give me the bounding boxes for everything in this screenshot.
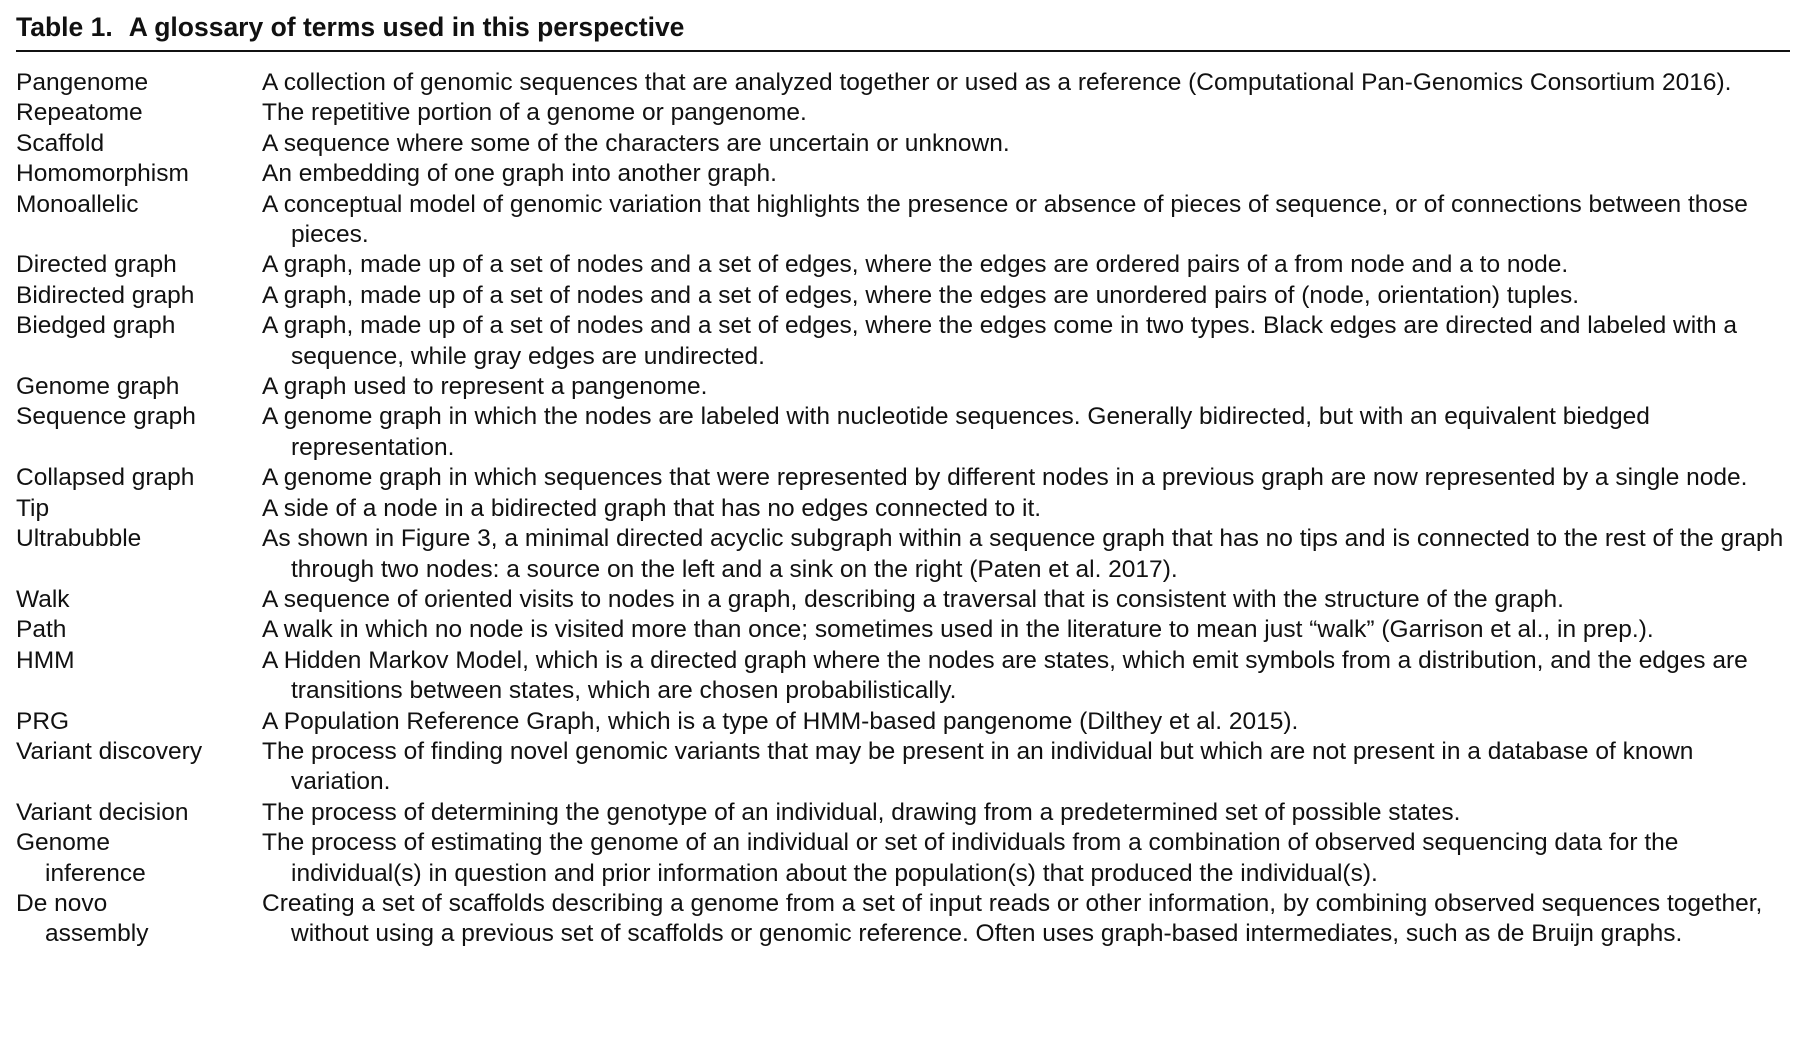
term-text: Genome [16,829,110,857]
table-row [16,129,1790,159]
term-text: Homomorphism [16,160,189,188]
table-title: A glossary of terms used in this perspective [128,12,685,42]
table-row [16,159,1790,189]
term-text: Variant decision [16,798,189,826]
table-row [16,646,1790,707]
glossary-term [16,737,262,767]
glossary-term [16,828,262,889]
glossary-term [16,494,262,524]
table-row [16,707,1790,737]
table-row [16,311,1790,372]
table-row [16,828,1790,889]
glossary-definition: A sequence where some of the characters are uncertain or unknown. [262,129,1010,157]
glossary-definition: A collection of genomic sequences that are analyzed together or used as a reference (Computational Pan-Genomics Consortium 2016). [262,69,1732,96]
glossary-term [16,615,262,645]
glossary-definition: A graph, made up of a set of nodes and a set of edges, where the edges are ordered pairs of a from node and a to node. [262,251,1569,279]
glossary-term [16,798,262,828]
term-text: Scaffold [16,129,105,157]
term-continuation: inference [45,859,146,887]
table-row [16,98,1790,128]
glossary-definition: A graph, made up of a set of nodes and a set of edges, where the edges come in two types. Black edges are directed and labeled with a sequence, while gray edges are undirected. [262,312,1738,370]
glossary-term [16,311,262,341]
glossary-term [16,646,262,676]
glossary-definition: A conceptual model of genomic variation that highlights the presence or absence of pieces of sequence, or of connections between those pieces. [262,190,1748,249]
term-text: De novo [16,889,108,917]
glossary-definition: A graph used to represent a pangenome. [262,373,708,401]
glossary-definition: A genome graph in which the nodes are labeled with nucleotide sequences. Generally bidirected, but with an equivalent biedged representation. [262,403,1650,461]
table-row [16,68,1790,98]
glossary-term [16,707,262,737]
term-text: Collapsed graph [16,464,195,492]
glossary-table [16,10,1790,950]
glossary-definition: A sequence of oriented visits to nodes in a graph, describing a traversal that is consistent with the structure of the graph. [262,585,1564,613]
term-text: Path [16,616,67,644]
table-row [16,585,1790,615]
glossary-term [16,889,262,950]
glossary-term [16,281,262,311]
glossary-definition: The repetitive portion of a genome or pangenome. [262,99,807,127]
table-row [16,402,1790,463]
glossary-term [16,68,262,98]
table-row [16,737,1790,798]
glossary-definition: A Hidden Markov Model, which is a directed graph where the nodes are states, which emit symbols from a distribution, and the edges are transitions between states, which are chosen probabilistically. [262,646,1748,705]
glossary-definition: A walk in which no node is visited more than once; sometimes used in the literature to mean just “walk” (Garrison et al., in prep.). [262,616,1654,644]
glossary-definition: The process of determining the genotype of an individual, drawing from a predetermined set of possible states. [262,798,1461,826]
term-text: Pangenome [16,69,149,96]
glossary-definition: A graph, made up of a set of nodes and a set of edges, where the edges are unordered pairs of (node, orientation) tuples. [262,281,1580,309]
term-text: PRG [16,707,70,735]
glossary-definition: A genome graph in which sequences that were represented by different nodes in a previous graph are now represented by a single node. [262,464,1748,492]
term-text: Repeatome [16,99,143,127]
glossary-term [16,463,262,493]
glossary-term [16,129,262,159]
table-row [16,190,1790,251]
table-row [16,524,1790,585]
table-row [16,250,1790,280]
term-continuation: assembly [45,920,149,948]
glossary-term [16,159,262,189]
term-text: Tip [16,494,50,522]
table-row [16,281,1790,311]
table-row [16,372,1790,402]
table-row [16,798,1790,828]
table-row [16,889,1790,950]
term-text: Biedged graph [16,312,176,340]
table-row [16,463,1790,493]
glossary-term [16,190,262,220]
term-text: Walk [16,585,70,613]
glossary-term [16,98,262,128]
glossary-definition: The process of finding novel genomic variants that may be present in an individual but which are not present in a database of known variation. [262,737,1694,796]
glossary-term [16,402,262,432]
term-text: Monoallelic [16,190,139,218]
glossary-definition: As shown in Figure 3, a minimal directed acyclic subgraph within a sequence graph that has no tips and is connected to the rest of the graph through two nodes: a source on the left and a sink on the right (Paten et al. 2017). [262,525,1784,583]
term-text: Genome graph [16,373,180,401]
term-text: Variant discovery [16,737,203,765]
glossary-term [16,250,262,280]
glossary-definition: Creating a set of scaffolds describing a genome from a set of input reads or other information, by combining observed sequences together, without using a previous set of scaffolds or genomic reference. Often uses graph-based intermediates, such as de Bruijn graphs. [262,889,1763,948]
glossary-definition: A Population Reference Graph, which is a type of HMM-based pangenome (Dilthey et al. 2015). [262,707,1299,735]
term-text: Sequence graph [16,403,196,431]
table-row [16,615,1790,645]
table-label: Table 1. [16,12,113,42]
term-text: Bidirected graph [16,281,195,309]
term-text: Directed graph [16,251,177,279]
table-row [16,494,1790,524]
term-text: HMM [16,646,75,674]
table-caption [16,10,1790,52]
glossary-definition: The process of estimating the genome of an individual or set of individuals from a combination of observed sequencing data for the individual(s) in question and prior information about the population(s) that produced the individual(s). [262,829,1679,887]
term-text: Ultrabubble [16,525,142,553]
glossary-definition: An embedding of one graph into another graph. [262,160,777,188]
glossary-rows [16,68,1790,950]
glossary-term [16,524,262,554]
glossary-term [16,585,262,615]
glossary-definition: A side of a node in a bidirected graph that has no edges connected to it. [262,494,1042,522]
glossary-term [16,372,262,402]
